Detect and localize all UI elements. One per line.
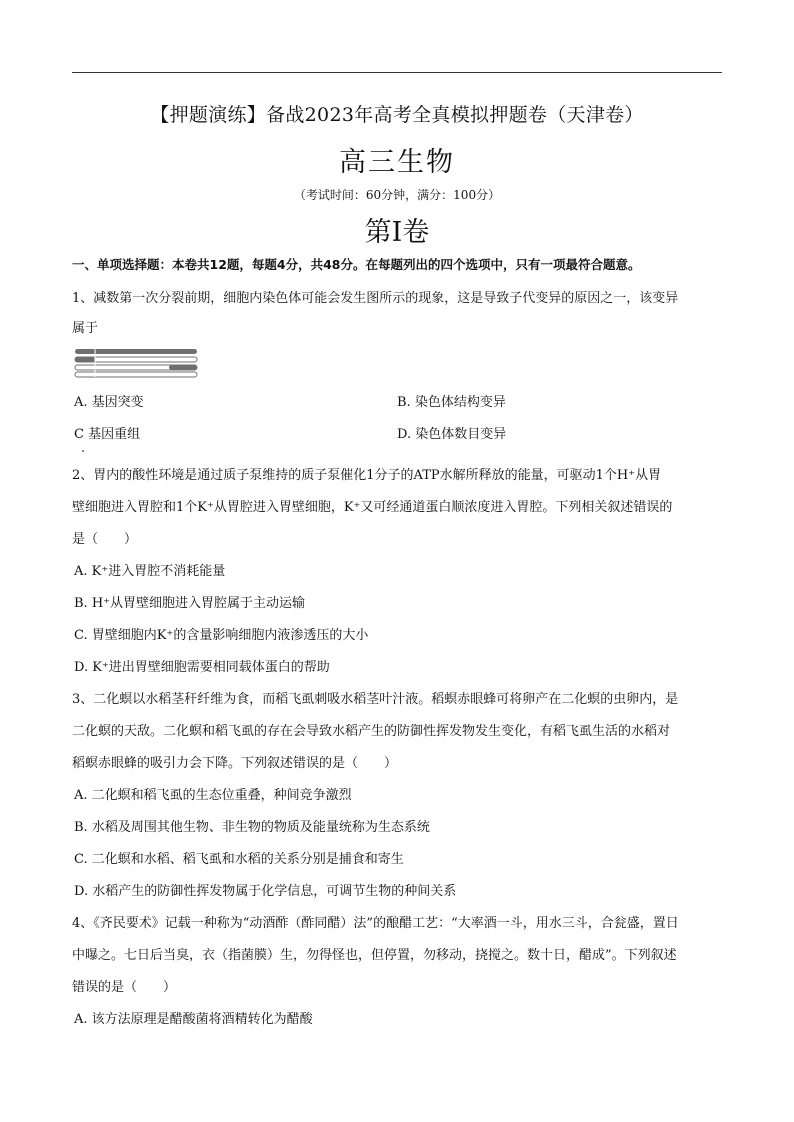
question-1-option-d[interactable]: D. 染色体数目变异 (397, 427, 507, 442)
question-4-line-1: 4、《齐民要术》记载一种称为“动酒酢（酢同醋）法”的酿醋工艺：“大率酒一斗，用水三斗，合瓮盛，置日 (72, 916, 679, 931)
section-heading: 一、单项选择题：本卷共12题，每题4分，共48分。在每题列出的四个选项中，只有一项最符合题意。 (72, 257, 641, 272)
question-3-line-1: 3、二化螟以水稻茎秆纤维为食，而稻飞虱刺吸水稻茎叶汁液。稻螟赤眼蜂可将卵产在二化螟的虫卵内，是 (72, 692, 679, 707)
header-rule (72, 72, 722, 73)
subject-title: 高三生物 (339, 147, 455, 178)
question-3-option-c[interactable]: C. 二化螟和水稻、稻飞虱和水稻的关系分别是捕食和寄生 (74, 852, 404, 867)
chromatid-1 (75, 349, 197, 354)
paper-title: 【押题演练】备战2023年高考全真模拟押题卷（天津卷） (150, 104, 644, 126)
question-2-option-b[interactable]: B. H⁺从胃壁细胞进入胃腔属于主动运输 (74, 596, 306, 611)
question-4-line-3: 错误的是（ ） (72, 980, 177, 995)
question-1-option-a[interactable]: A. 基因突变 (74, 395, 144, 410)
question-1-option-c[interactable]: C 基因重组 (74, 427, 141, 442)
question-2-option-c[interactable]: C. 胃壁细胞内K⁺的含量影响细胞内液渗透压的大小 (74, 628, 369, 643)
question-1-line-1: 1、减数第一次分裂前期，细胞内染色体可能会发生图所示的现象，这是导致子代变异的原因之一，该变异 (72, 291, 679, 306)
question-2-option-a[interactable]: A. K⁺进入胃腔不消耗能量 (74, 564, 226, 579)
chromatid-3-exchanged-segment (169, 365, 197, 370)
question-1-option-b[interactable]: B. 染色体结构变异 (397, 395, 506, 410)
question-4-line-2: 中曝之。七日后当臭，衣（指菌膜）生，勿得怪也，但停置，勿移动，挠搅之。数十日，醋成”。下列叙述 (72, 948, 677, 963)
stray-mark (82, 450, 84, 452)
question-3-line-3: 稻螟赤眼蜂的吸引力会下降。下列叙述错误的是（ ） (72, 756, 398, 771)
chromatid-2-exchanged-segment (75, 357, 95, 362)
question-2-line-3: 是（ ） (72, 532, 138, 547)
question-2-option-d[interactable]: D. K⁺进出胃壁细胞需要相同载体蛋白的帮助 (74, 660, 330, 675)
question-3-option-d[interactable]: D. 水稻产生的防御性挥发物属于化学信息，可调节生物的种间关系 (74, 884, 457, 899)
question-1-line-2: 属于 (72, 321, 99, 336)
chromatid-4 (75, 372, 197, 377)
chromosome-crossover-figure (74, 348, 198, 378)
question-4-option-a[interactable]: A. 该方法原理是醋酸菌将酒精转化为醋酸 (74, 1012, 313, 1027)
part-title: 第I卷 (364, 217, 430, 248)
question-3-option-a[interactable]: A. 二化螟和稻飞虱的生态位重叠，种间竞争激烈 (74, 788, 352, 803)
question-3-line-2: 二化螟的天敌。二化螟和稻飞虱的存在会导致水稻产生的防御性挥发物发生变化，有稻飞虱生活的水稻对 (72, 724, 671, 739)
question-2-line-1: 2、胃内的酸性环境是通过质子泵维持的质子泵催化1分子的ATP水解所释放的能量，可驱动1个H⁺从胃 (72, 468, 662, 483)
exam-info: （考试时间：60分钟，满分：100分） (293, 188, 501, 202)
question-2-line-2: 壁细胞进入胃腔和1个K⁺从胃腔进入胃壁细胞，K⁺又可经通道蛋白顺浓度进入胃腔。下列相关叙述错误的 (72, 500, 673, 515)
question-3-option-b[interactable]: B. 水稻及周围其他生物、非生物的物质及能量统称为生态系统 (74, 820, 430, 835)
